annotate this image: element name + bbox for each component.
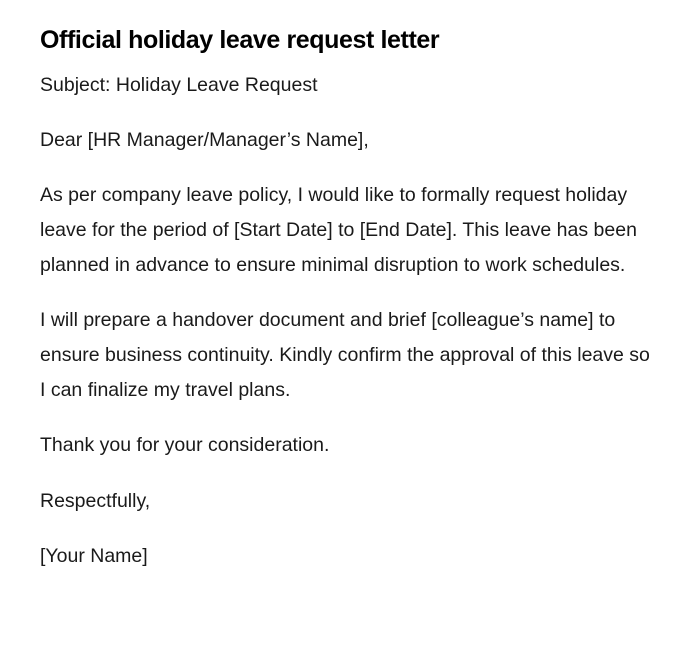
letter-subject: Subject: Holiday Leave Request — [40, 74, 318, 96]
letter-signoff: Respectfully, — [40, 490, 151, 512]
letter-signature: [Your Name] — [40, 545, 148, 567]
letter-paragraph-handover: I will prepare a handover document and brief [colleague’s name] to ensure business continuity. Kindly confirm the approval of this leave so I can finalize my travel plans. — [40, 309, 650, 401]
letter-paragraph-policy: As per company leave policy, I would like to formally request holiday leave for the period of [Start Date] to [End Date]. This leave has been planned in advance to ensure minimal disruption to work schedules. — [40, 184, 637, 276]
letter-greeting: Dear [HR Manager/Manager’s Name], — [40, 129, 369, 151]
letter-title: Official holiday leave request letter — [40, 26, 440, 54]
letter-document — [40, 22, 650, 574]
letter-thanks: Thank you for your consideration. — [40, 434, 330, 456]
